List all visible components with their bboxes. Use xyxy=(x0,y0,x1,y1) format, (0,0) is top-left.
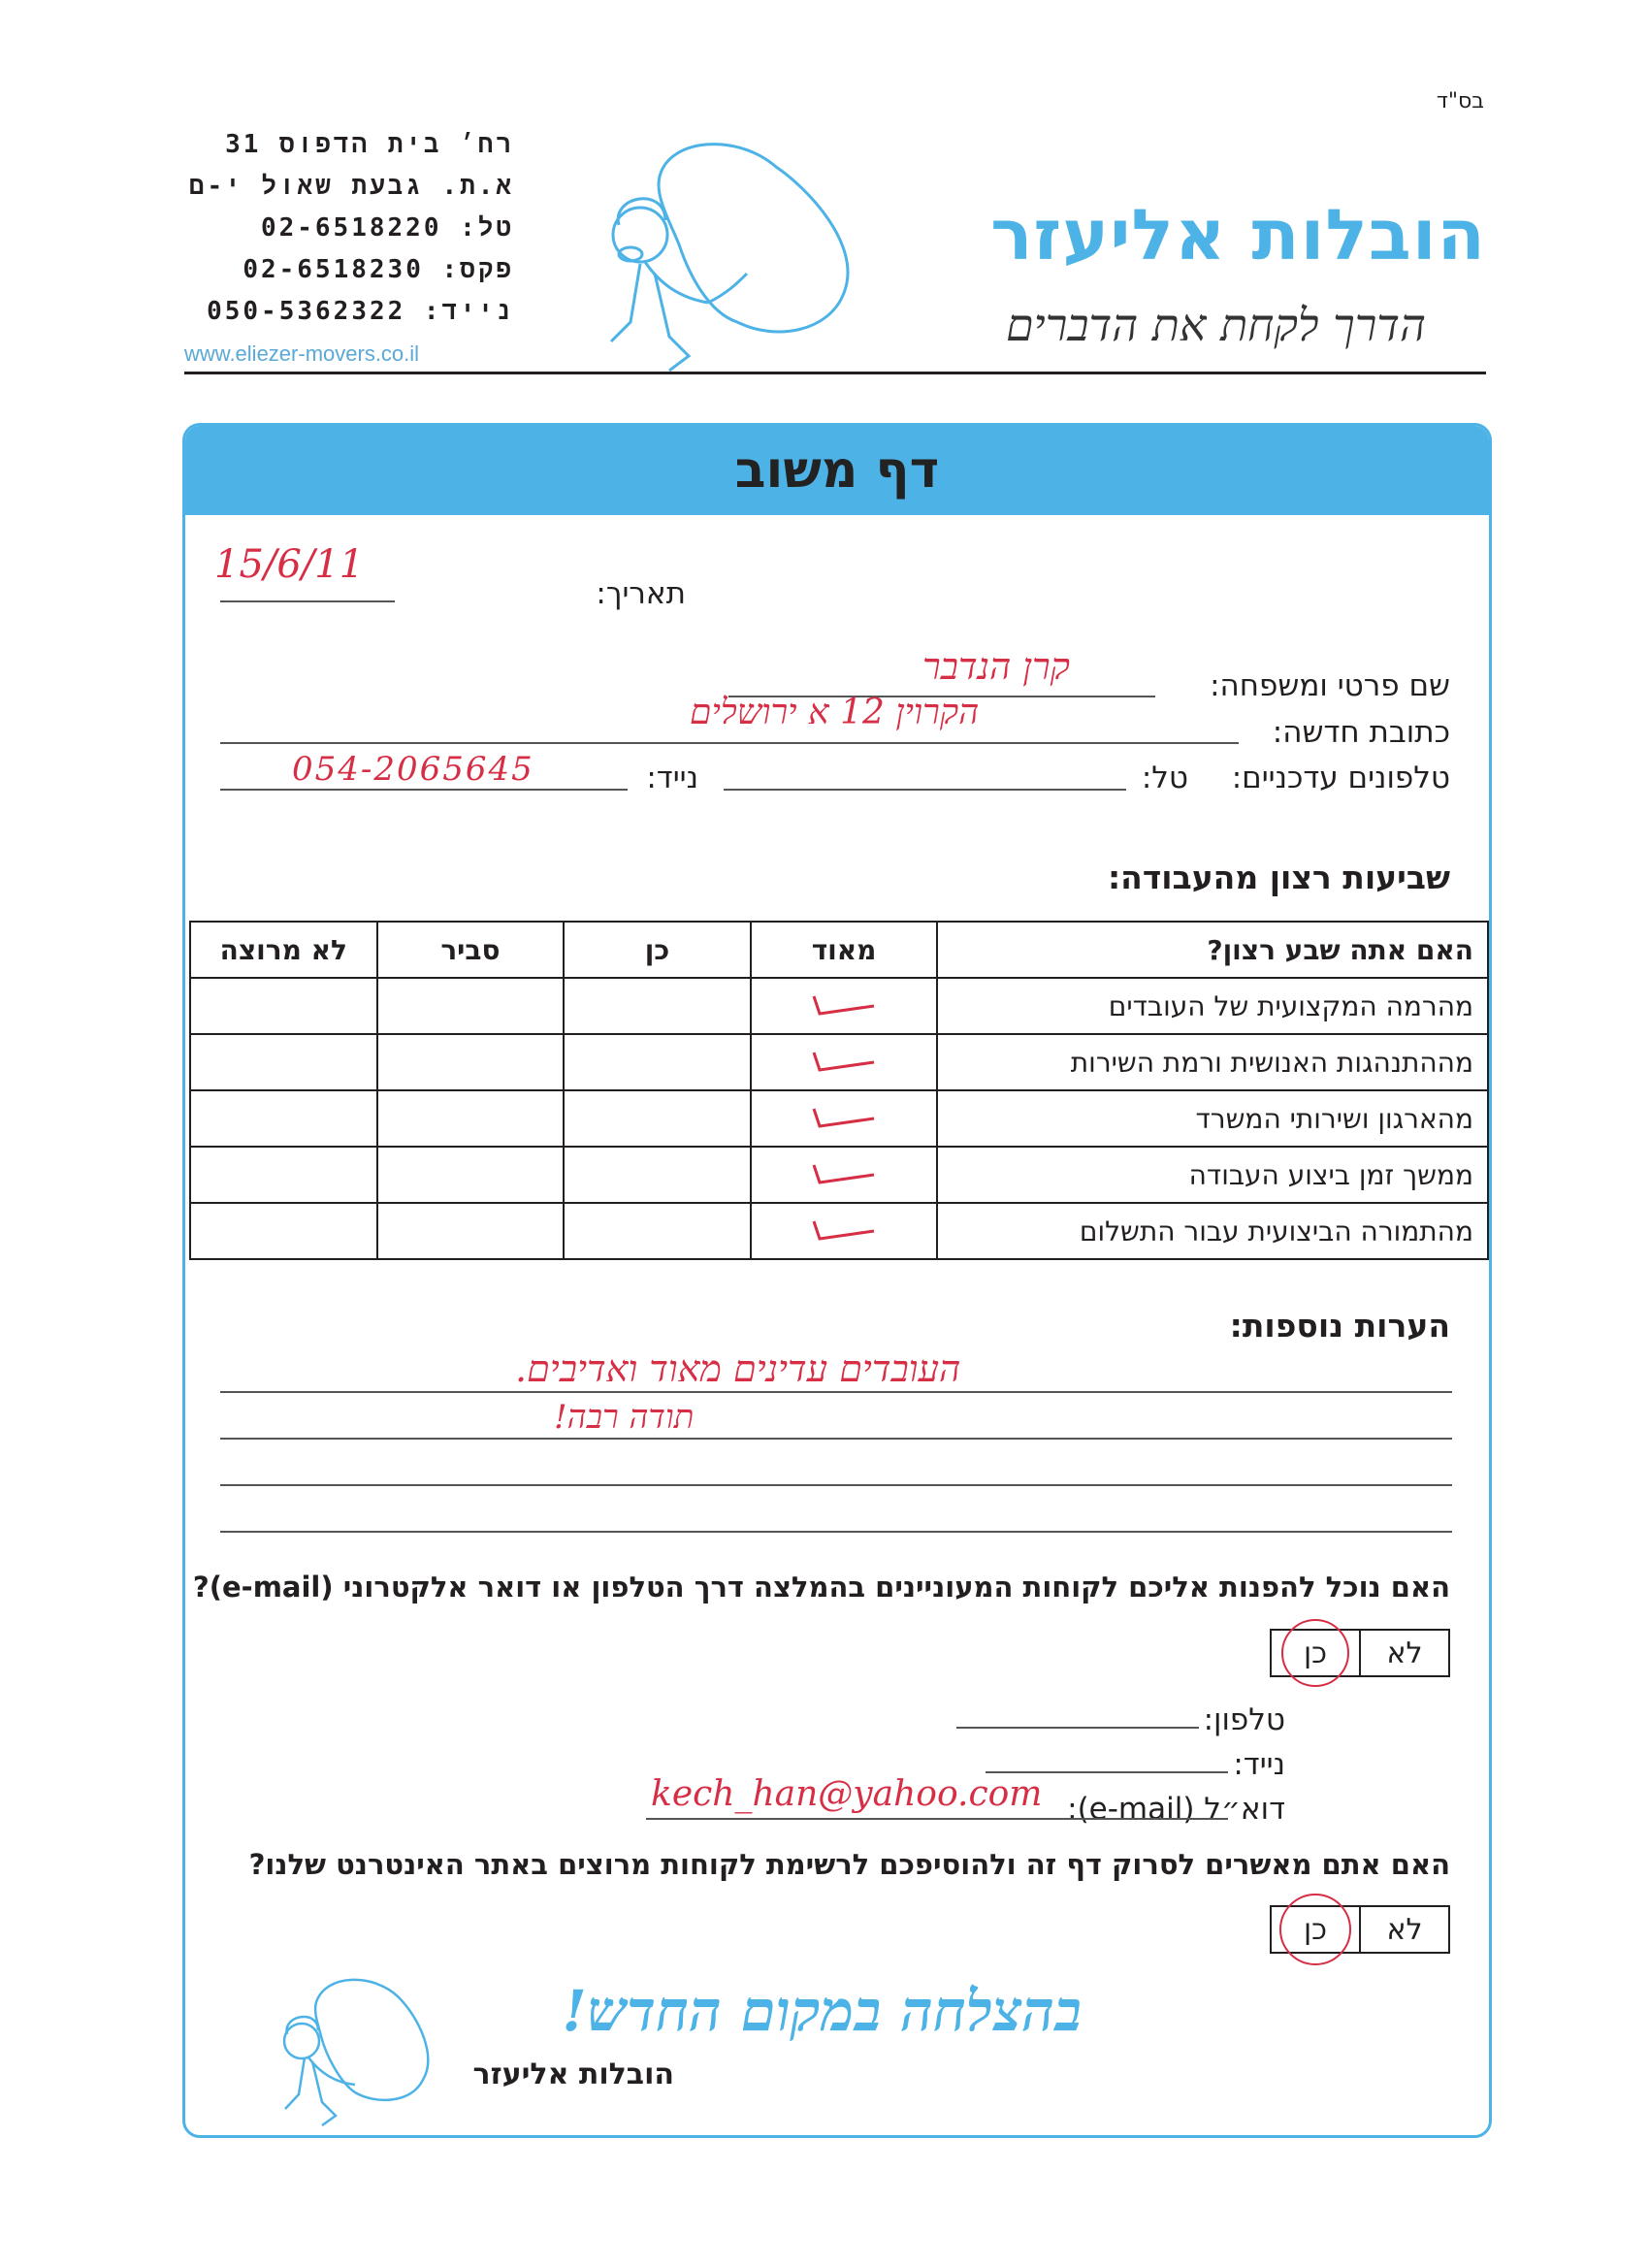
satisfaction-cell-very[interactable] xyxy=(751,978,938,1034)
col-very: מאוד xyxy=(751,922,938,978)
mobile-line: נייד: 050-5362322 xyxy=(207,297,514,326)
date-value: 15/6/11 xyxy=(214,542,365,587)
notes-line-2[interactable] xyxy=(220,1438,1452,1440)
contact-mobile-label: נייד: xyxy=(1233,1747,1285,1782)
satisfaction-cell-yes[interactable] xyxy=(564,1203,751,1259)
phones-label: טלפונים עדכניים: xyxy=(1231,761,1450,795)
satisfaction-cell-yes[interactable] xyxy=(564,1090,751,1147)
satisfaction-cell-yes[interactable] xyxy=(564,978,751,1034)
mobile-field[interactable] xyxy=(220,789,628,791)
contact-no-option[interactable]: לא xyxy=(1386,1636,1423,1670)
satisfaction-cell-reasonable[interactable] xyxy=(377,1203,565,1259)
satisfaction-cell-reasonable[interactable] xyxy=(377,1147,565,1203)
brand-slogan: הדרך לקחת את הדברים xyxy=(1005,299,1426,351)
footer-mover-mascot xyxy=(258,1968,442,2133)
satisfaction-cell-yes[interactable] xyxy=(564,1147,751,1203)
col-yes: כן xyxy=(564,922,751,978)
bsd-mark: בס"ד xyxy=(1436,89,1484,113)
notes-line-3[interactable] xyxy=(220,1484,1452,1486)
satisfaction-title: שביעות רצון מהעבודה: xyxy=(1107,859,1450,896)
website-permission-choice[interactable] xyxy=(1270,1905,1450,1954)
checkmark-icon xyxy=(810,1043,878,1076)
col-reasonable: סביר xyxy=(377,922,565,978)
address-value: הקרוין 12 א ירושלים xyxy=(690,693,980,732)
satisfaction-question: מהתמורה הביצועית עבור התשלום xyxy=(937,1203,1488,1259)
satisfaction-cell-unsatisfied[interactable] xyxy=(190,1147,377,1203)
mover-mascot-logo xyxy=(572,128,863,390)
name-label: שם פרטי ומשפחה: xyxy=(1210,668,1450,703)
satisfaction-cell-reasonable[interactable] xyxy=(377,978,565,1034)
mobile-label: נייד: xyxy=(646,761,698,795)
checkmark-icon xyxy=(810,1155,878,1188)
name-value: קרן הנדבר xyxy=(922,645,1070,688)
form-title-bar xyxy=(185,426,1489,515)
contact-permission-choice[interactable] xyxy=(1270,1629,1450,1677)
satisfaction-cell-yes[interactable] xyxy=(564,1034,751,1090)
satisfaction-cell-unsatisfied[interactable] xyxy=(190,1034,377,1090)
contact-phone-field[interactable] xyxy=(956,1727,1199,1729)
contact-yes-label: כן xyxy=(1303,1636,1328,1670)
checkmark-icon xyxy=(810,1099,878,1132)
satisfaction-cell-unsatisfied[interactable] xyxy=(190,1090,377,1147)
phone-line: טל: 02-6518220 xyxy=(260,213,514,243)
notes-text-1: העובדים עדינים מאוד ואדיבים. xyxy=(515,1347,961,1390)
mobile-value: 054-2065645 xyxy=(292,750,534,789)
address-field[interactable] xyxy=(220,742,1239,744)
tel-label: טל: xyxy=(1141,761,1188,795)
satisfaction-question: מהרמה המקצועית של העובדים xyxy=(937,978,1488,1034)
notes-line-4[interactable] xyxy=(220,1531,1452,1533)
contact-mobile-field[interactable] xyxy=(986,1771,1228,1773)
satisfaction-row xyxy=(190,1090,1488,1147)
satisfaction-cell-unsatisfied[interactable] xyxy=(190,978,377,1034)
notes-text-2: תודה רבה! xyxy=(554,1398,695,1437)
date-label: תאריך: xyxy=(596,576,686,611)
satisfaction-table xyxy=(189,921,1489,1260)
satisfaction-row xyxy=(190,978,1488,1034)
checkmark-icon xyxy=(810,987,878,1020)
contact-permission-question: האם נוכל להפנות אליכם לקוחות המעוניינים בהמלצה דרך הטלפון או דואר אלקטרוני (e-mail)? xyxy=(192,1571,1450,1604)
form-title: דף משוב xyxy=(734,441,940,500)
contact-email-field[interactable] xyxy=(646,1818,1228,1820)
website-yes-circle-mark xyxy=(1279,1894,1351,1965)
satisfaction-cell-very[interactable] xyxy=(751,1147,938,1203)
feedback-form xyxy=(182,423,1492,2138)
notes-title: הערות נוספות: xyxy=(1229,1307,1450,1345)
company-contact xyxy=(184,124,514,374)
contact-email-label: דוא״ל (e-mail): xyxy=(1067,1792,1285,1827)
date-field[interactable] xyxy=(220,600,395,602)
website-no-option[interactable]: לא xyxy=(1386,1912,1423,1947)
notes-line-1[interactable] xyxy=(220,1391,1452,1393)
contact-yes-option[interactable] xyxy=(1272,1631,1361,1675)
satisfaction-question: מהארגון ושירותי המשרד xyxy=(937,1090,1488,1147)
satisfaction-row xyxy=(190,1147,1488,1203)
col-unsatisfied: לא מרוצה xyxy=(190,922,377,978)
satisfaction-cell-very[interactable] xyxy=(751,1090,938,1147)
satisfaction-cell-very[interactable] xyxy=(751,1034,938,1090)
address-line-1: רח׳ בית הדפוס 31 xyxy=(225,130,514,159)
satisfaction-cell-reasonable[interactable] xyxy=(377,1034,565,1090)
contact-phone-label: טלפון: xyxy=(1203,1702,1285,1737)
header-divider xyxy=(184,372,1486,374)
website-permission-question: האם אתם מאשרים לסרוק דף זה ולהוסיפכם לרשימת לקוחות מרוצים באתר האינטרנט שלנו? xyxy=(248,1848,1450,1881)
footer-wish: בהצלחה במקום החדש! xyxy=(562,1978,1082,2044)
col-question: האם אתה שבע רצון? xyxy=(937,922,1488,978)
address-label: כתובת חדשה: xyxy=(1272,715,1450,750)
contact-email-value: kech_han@yahoo.com xyxy=(651,1774,1043,1814)
satisfaction-row xyxy=(190,1034,1488,1090)
website-link[interactable]: www.eliezer-movers.co.il xyxy=(184,341,420,366)
checkmark-icon xyxy=(810,1212,878,1245)
satisfaction-question: ממשך זמן ביצוע העבודה xyxy=(937,1147,1488,1203)
website-yes-option[interactable] xyxy=(1272,1907,1361,1952)
satisfaction-row xyxy=(190,1203,1488,1259)
website-yes-label: כן xyxy=(1303,1912,1328,1947)
fax-line: פקס: 02-6518230 xyxy=(242,255,514,284)
contact-yes-circle-mark xyxy=(1281,1619,1349,1687)
footer-brand: הובלות אליעזר xyxy=(472,2057,674,2091)
brand-name: הובלות אליעזר xyxy=(990,194,1486,275)
satisfaction-cell-unsatisfied[interactable] xyxy=(190,1203,377,1259)
satisfaction-cell-very[interactable] xyxy=(751,1203,938,1259)
satisfaction-header-row xyxy=(190,922,1488,978)
satisfaction-question: מההתנהגות האנושית ורמת השירות xyxy=(937,1034,1488,1090)
tel-field[interactable] xyxy=(724,789,1126,791)
address-line-2: א.ת. גבעת שאול י-ם xyxy=(188,172,514,201)
satisfaction-cell-reasonable[interactable] xyxy=(377,1090,565,1147)
